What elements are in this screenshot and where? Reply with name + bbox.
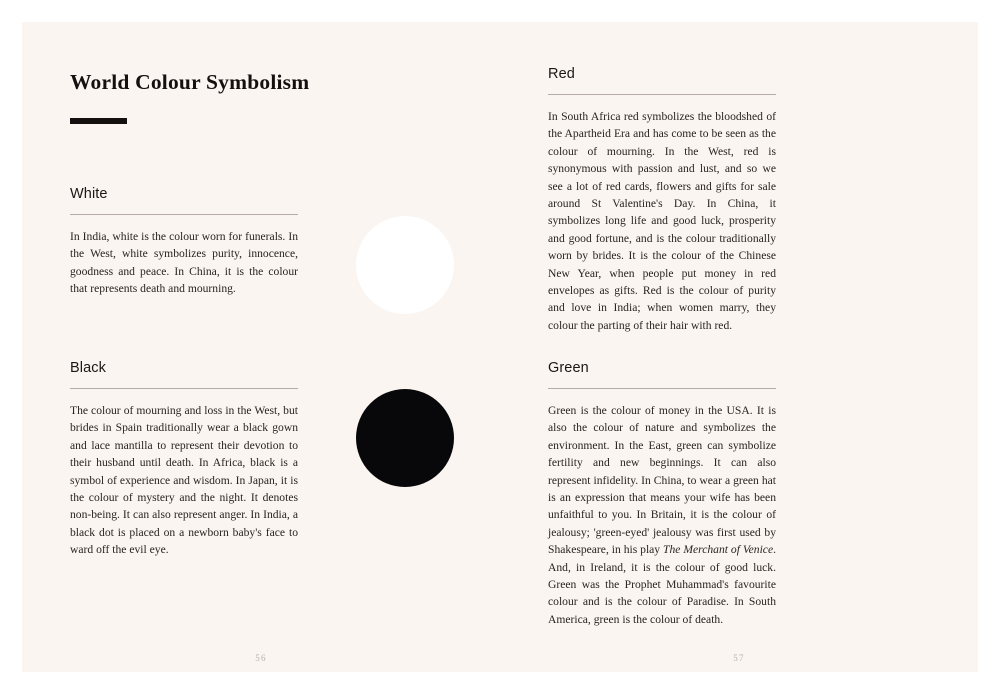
section-body-green-part1: Green is the colour of money in the USA. It is also the colour of nature and symbolizes the environment. In the East, green can symbolize fertility and new beginnings. It can also represent infidelity. In China, to wear a green hat is an expression that means your wife has been unfaithful to you. In Britain, it is the colour of jealousy; 'green-eyed' jealousy was first used by Shakespeare, in his play — [548, 403, 776, 557]
page-number-left: 56 — [255, 653, 267, 663]
section-heading-white: White — [70, 186, 108, 202]
section-divider-black — [70, 388, 298, 389]
section-heading-black: Black — [70, 360, 106, 376]
section-body-red: In South Africa red symbolizes the bloodshed of the Apartheid Era and has come to be seen as the colour of mourning. In the West, red is synonymous with passion and lust, and so we see a lot of red cards, flowers and gifts for sale around St Valentine's Day. In China, it symbolizes long life and good luck, prosperity and good fortune, and is the colour traditionally worn by brides. It is the colour of the Chinese New Year, when people put money in red envelopes as gifts. Red is the colour of purity and love in India; when women marry, they colour the parting of their hair with red. — [548, 109, 776, 332]
page-right — [500, 22, 978, 672]
section-divider-white — [70, 214, 298, 215]
page-left — [22, 22, 500, 672]
white-circle-swatch — [356, 216, 454, 314]
play-title-italic: The Merchant of Venice — [663, 543, 774, 557]
section-heading-red: Red — [548, 66, 575, 82]
section-body-green-part2: . And, in Ireland, it is the colour of good luck. Green was the Prophet Muhammad's favourite colour and is the colour of Paradise. In South America, green is the colour of death. — [548, 543, 776, 626]
section-red — [548, 67, 776, 334]
section-divider-green — [548, 388, 776, 389]
black-circle-swatch — [356, 389, 454, 487]
page-number-right: 57 — [733, 653, 745, 663]
section-green — [548, 361, 776, 628]
section-divider-red — [548, 94, 776, 95]
page-title: World Colour Symbolism — [70, 70, 310, 94]
section-body-green — [548, 402, 776, 628]
book-spread — [22, 22, 978, 672]
section-body-white: In India, white is the colour worn for funerals. In the West, white symbolizes purity, innocence, goodness and peace. In China, it is the colour that represents death and mourning. — [70, 229, 298, 296]
title-underline-bar — [70, 118, 127, 124]
section-white — [70, 187, 298, 298]
section-body-black: The colour of mourning and loss in the West, but brides in Spain traditionally wear a black gown and lace mantilla to represent their devotion to their husband until death. In Africa, black is a symbol of experience and wisdom. In Japan, it is the colour of mystery and the night. It denotes non-being. It can also represent anger. In India, a black dot is placed on a newborn baby's face to ward off the evil eye. — [70, 403, 298, 557]
section-black — [70, 361, 298, 559]
section-heading-green: Green — [548, 360, 589, 376]
